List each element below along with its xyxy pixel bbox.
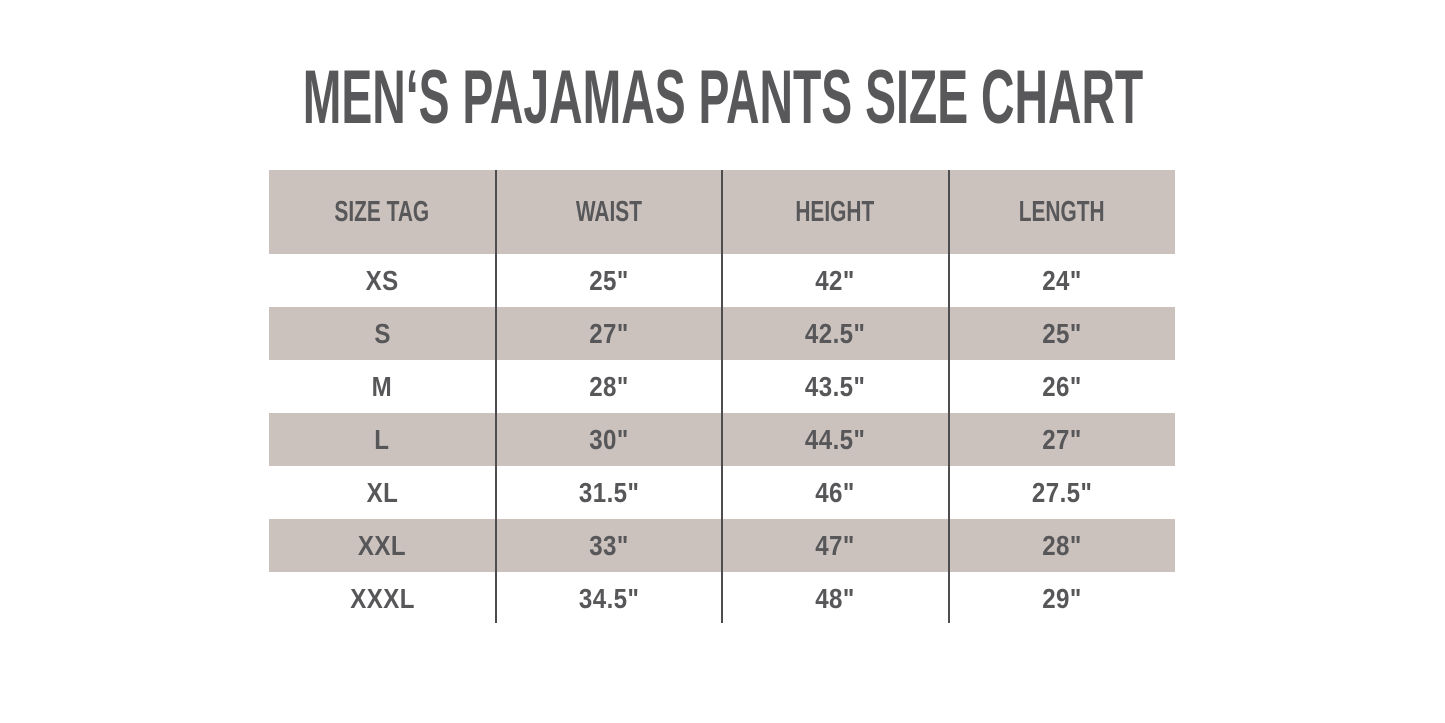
table-cell: [949, 307, 1176, 360]
length-value: 26": [1041, 370, 1082, 402]
length-value: 24": [1041, 264, 1082, 296]
table-cell: [949, 413, 1176, 466]
table-cell: [496, 466, 723, 519]
table-cell: [496, 572, 723, 625]
table-cell: [269, 519, 496, 572]
size-value: S: [373, 317, 391, 349]
table-cell: [269, 307, 496, 360]
header-cell-length: [949, 170, 1176, 254]
page-title-text: MEN‘S PAJAMAS PANTS SIZE CHART: [302, 54, 1143, 140]
table-cell: [722, 360, 949, 413]
header-cell-size-tag: [269, 170, 496, 254]
column-divider: [948, 170, 950, 623]
waist-value: 27": [588, 317, 629, 349]
page-title: [0, 12, 1445, 182]
height-value: 48": [815, 582, 855, 614]
column-divider: [495, 170, 497, 623]
table-cell: [722, 307, 949, 360]
length-value: 29": [1041, 582, 1082, 614]
table-cell: [496, 307, 723, 360]
size-value: L: [374, 423, 390, 455]
waist-value: 34.5": [578, 582, 639, 614]
length-value: 25": [1041, 317, 1082, 349]
header-label: LENGTH: [1018, 195, 1105, 228]
height-value: 43.5": [805, 370, 866, 402]
size-value: XL: [366, 476, 399, 508]
table-cell: [722, 466, 949, 519]
header-label: HEIGHT: [795, 195, 875, 228]
size-value: XXXL: [349, 582, 415, 614]
length-value: 27.5": [1031, 476, 1092, 508]
table-cell: [949, 572, 1176, 625]
height-value: 47": [815, 529, 855, 561]
waist-value: 33": [588, 529, 629, 561]
table-cell: [496, 413, 723, 466]
table-cell: [496, 254, 723, 307]
size-value: XXL: [358, 529, 407, 561]
height-value: 46": [815, 476, 855, 508]
length-value: 28": [1041, 529, 1082, 561]
header-cell-height: [722, 170, 949, 254]
table-cell: [722, 254, 949, 307]
size-value: XS: [365, 264, 399, 296]
length-value: 27": [1041, 423, 1082, 455]
table-cell: [722, 519, 949, 572]
table-cell: [722, 413, 949, 466]
table-cell: [949, 519, 1176, 572]
table-cell: [496, 360, 723, 413]
height-value: 44.5": [805, 423, 866, 455]
header-label: SIZE TAG: [334, 195, 430, 228]
waist-value: 25": [588, 264, 629, 296]
table-cell: [269, 466, 496, 519]
table-cell: [722, 572, 949, 625]
waist-value: 31.5": [578, 476, 639, 508]
waist-value: 28": [588, 370, 629, 402]
height-value: 42.5": [805, 317, 866, 349]
table-cell: [949, 254, 1176, 307]
column-divider: [721, 170, 723, 623]
table-cell: [269, 360, 496, 413]
table-cell: [269, 413, 496, 466]
table-cell: [269, 572, 496, 625]
header-cell-waist: [496, 170, 723, 254]
table-cell: [949, 360, 1176, 413]
header-label: WAIST: [575, 195, 642, 228]
table-cell: [496, 519, 723, 572]
table-cell: [269, 254, 496, 307]
size-value: M: [371, 370, 393, 402]
height-value: 42": [815, 264, 855, 296]
waist-value: 30": [588, 423, 629, 455]
size-chart-table: [269, 170, 1175, 625]
table-cell: [949, 466, 1176, 519]
